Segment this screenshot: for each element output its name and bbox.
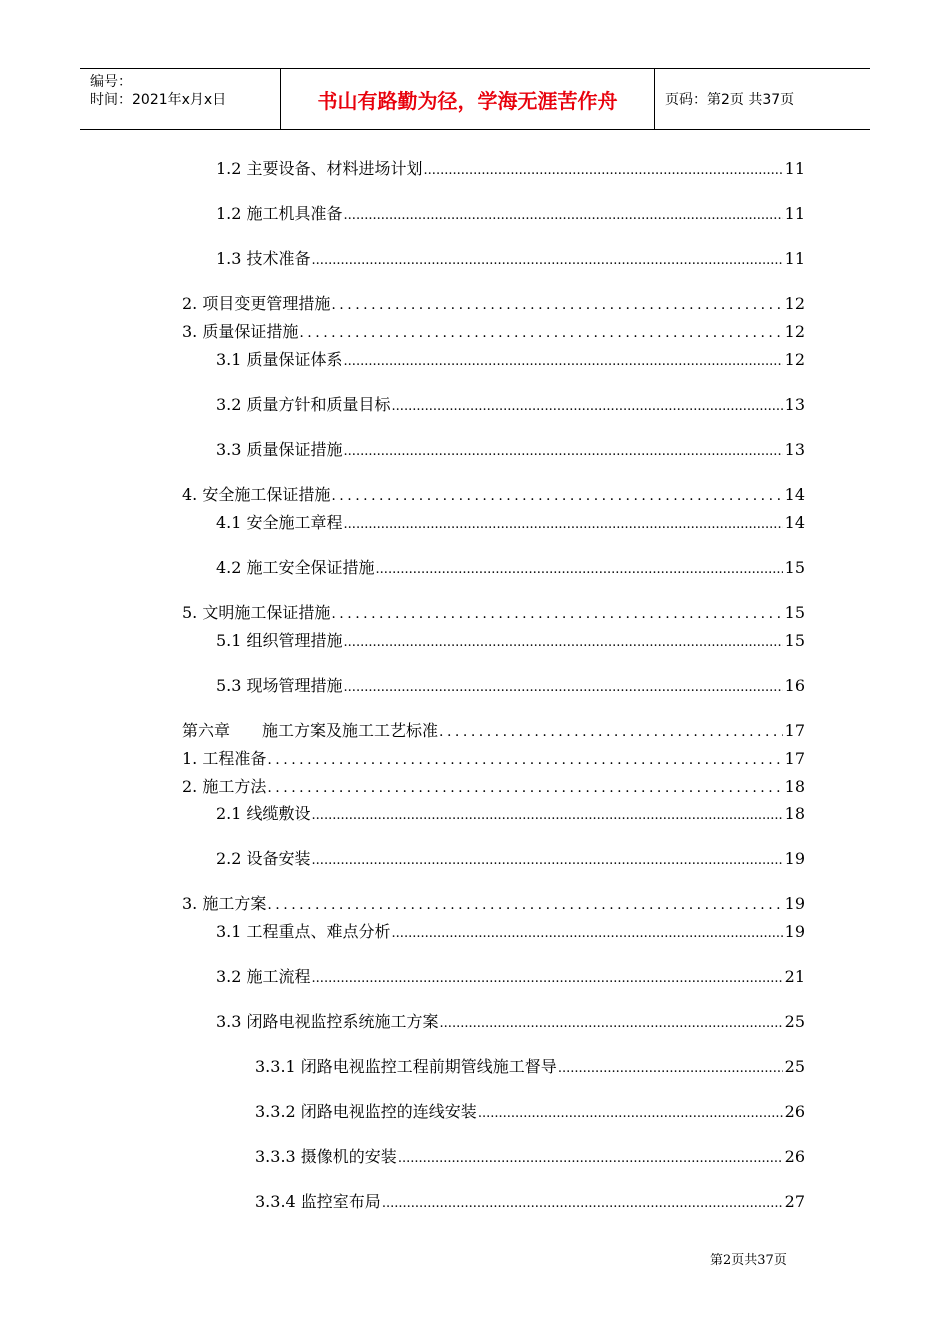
toc-leader (267, 752, 782, 768)
toc-entry[interactable] (216, 1009, 805, 1033)
toc-leader (392, 399, 783, 414)
toc-entry-title: 3.3.2 闭路电视监控的连线安装 (255, 1102, 477, 1121)
toc-leader (344, 354, 783, 369)
toc-entry-page: 11 (784, 159, 805, 178)
toc-entry[interactable] (216, 156, 805, 180)
toc-entry-title: 3.2 质量方针和质量目标 (216, 395, 391, 414)
toc-leader (267, 897, 782, 913)
toc-entry-page: 18 (784, 777, 805, 796)
toc-entry[interactable] (255, 1144, 805, 1168)
toc-entry-title: 4. 安全施工保证措施 (182, 485, 331, 504)
toc-leader (299, 325, 782, 341)
toc-entry[interactable] (182, 600, 805, 624)
toc-entry-page: 14 (784, 513, 805, 532)
toc-leader (478, 1106, 783, 1121)
toc-leader (558, 1061, 783, 1076)
toc-entry-page: 11 (784, 249, 805, 268)
toc-entry-page: 13 (784, 395, 805, 414)
toc-leader (312, 853, 783, 868)
toc-entry-title: 1.2 施工机具准备 (216, 204, 343, 223)
toc-entry-page: 26 (784, 1147, 805, 1166)
toc-entry-page: 11 (784, 204, 805, 223)
toc-entry-title: 5.1 组织管理措施 (216, 631, 343, 650)
toc-entry-title: 3.3 质量保证措施 (216, 440, 343, 459)
toc-entry-page: 19 (784, 849, 805, 868)
toc-leader (344, 635, 783, 650)
toc-entry[interactable] (255, 1099, 805, 1123)
toc-leader (312, 253, 783, 268)
toc-entry[interactable] (216, 510, 805, 534)
toc-entry-title: 2.2 设备安装 (216, 849, 311, 868)
toc-entry-page: 21 (784, 967, 805, 986)
toc-entry-page: 16 (784, 676, 805, 695)
toc-entry[interactable] (216, 201, 805, 225)
toc-entry-page: 17 (784, 749, 805, 768)
toc-leader (344, 517, 783, 532)
toc-entry-title: 3.3.3 摄像机的安装 (255, 1147, 397, 1166)
toc-entry-title: 3.1 质量保证体系 (216, 350, 343, 369)
toc-entry-page: 25 (784, 1012, 805, 1031)
toc-entry[interactable] (182, 718, 805, 742)
page-footer: 第2页共37页 (710, 1253, 787, 1268)
toc-entry-title: 4.1 安全施工章程 (216, 513, 343, 532)
toc-entry-title: 2. 施工方法 (182, 777, 267, 796)
toc-entry[interactable] (216, 392, 805, 416)
toc-entry-title: 3. 施工方案 (182, 894, 267, 913)
toc-entry-title: 2.1 线缆敷设 (216, 804, 311, 823)
document-date-label: 时间：2021年x月x日 (90, 92, 227, 108)
toc-entry-page: 15 (784, 558, 805, 577)
toc-entry[interactable] (216, 628, 805, 652)
toc-entry-title: 5. 文明施工保证措施 (182, 603, 331, 622)
toc-entry-title: 3.3.4 监控室布局 (255, 1192, 381, 1211)
toc-entry[interactable] (216, 964, 805, 988)
toc-entry-page: 15 (784, 603, 805, 622)
toc-entry[interactable] (182, 319, 805, 343)
toc-entry-title: 4.2 施工安全保证措施 (216, 558, 375, 577)
toc-entry-page: 12 (784, 322, 805, 341)
toc-leader (392, 926, 783, 941)
toc-leader (312, 971, 783, 986)
toc-entry[interactable] (216, 437, 805, 461)
toc-leader (344, 444, 783, 459)
toc-entry-title: 1. 工程准备 (182, 749, 267, 768)
toc-entry-title: 第六章 施工方案及施工工艺标准 (182, 721, 439, 740)
toc-entry-page: 12 (784, 350, 805, 369)
toc-entry-title: 2. 项目变更管理措施 (182, 294, 331, 313)
toc-leader (344, 680, 783, 695)
toc-leader (312, 808, 783, 823)
toc-entry-page: 15 (784, 631, 805, 650)
toc-entry-page: 14 (784, 485, 805, 504)
header-page-label: 页码：第2页 共37页 (665, 92, 795, 108)
toc-entry[interactable] (255, 1054, 805, 1078)
document-number-label: 编号： (90, 74, 132, 90)
toc-entry-title: 1.2 主要设备、材料进场计划 (216, 159, 423, 178)
toc-entry-page: 17 (784, 721, 805, 740)
toc-entry[interactable] (216, 846, 805, 870)
toc-entry-title: 1.3 技术准备 (216, 249, 311, 268)
toc-leader (382, 1196, 783, 1211)
toc-entry[interactable] (216, 673, 805, 697)
toc-entry-page: 19 (784, 894, 805, 913)
toc-entry[interactable] (216, 919, 805, 943)
toc-entry[interactable] (182, 291, 805, 315)
toc-entry-title: 3. 质量保证措施 (182, 322, 299, 341)
toc-entry[interactable] (182, 774, 805, 798)
toc-entry-title: 3.2 施工流程 (216, 967, 311, 986)
toc-leader (439, 724, 783, 740)
toc-leader (331, 297, 782, 313)
toc-entry-page: 12 (784, 294, 805, 313)
toc-entry-title: 3.1 工程重点、难点分析 (216, 922, 391, 941)
toc-entry[interactable] (216, 347, 805, 371)
toc-entry-page: 18 (784, 804, 805, 823)
toc-leader (331, 606, 782, 622)
toc-entry-page: 13 (784, 440, 805, 459)
toc-entry[interactable] (182, 891, 805, 915)
toc-leader (331, 488, 782, 504)
toc-entry[interactable] (255, 1189, 805, 1213)
toc-leader (398, 1151, 783, 1166)
toc-leader (424, 163, 783, 178)
toc-entry-page: 27 (784, 1192, 805, 1211)
toc-entry[interactable] (182, 482, 805, 506)
toc-entry-title: 3.3 闭路电视监控系统施工方案 (216, 1012, 439, 1031)
toc-entry-title: 3.3.1 闭路电视监控工程前期管线施工督导 (255, 1057, 557, 1076)
toc-entry-page: 19 (784, 922, 805, 941)
toc-entry[interactable] (182, 746, 805, 770)
toc-entry-page: 26 (784, 1102, 805, 1121)
toc-entry-page: 25 (784, 1057, 805, 1076)
toc-entry[interactable] (216, 246, 805, 270)
toc-leader (344, 208, 783, 223)
toc-leader (267, 780, 782, 796)
toc-leader (376, 562, 783, 577)
toc-entry-title: 5.3 现场管理措施 (216, 676, 343, 695)
toc-entry[interactable] (216, 801, 805, 825)
header-motto: 书山有路勤为径，学海无涯苦作舟 (317, 88, 618, 113)
toc-entry[interactable] (216, 555, 805, 579)
toc-leader (440, 1016, 783, 1031)
